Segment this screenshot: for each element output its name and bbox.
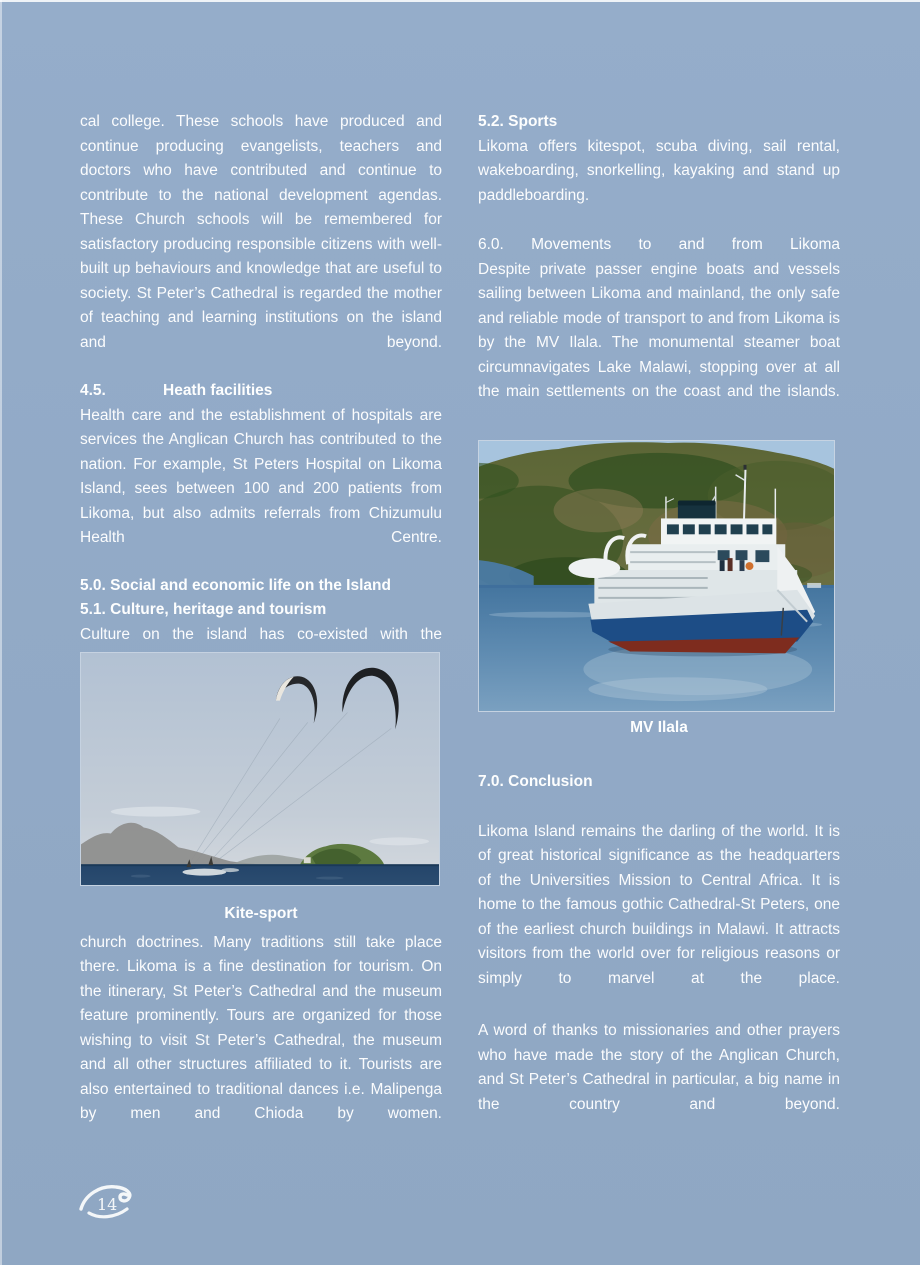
heading-5-2-sports: 5.2. Sports (478, 113, 558, 130)
heading-4-5-number: 4.5. (80, 382, 106, 399)
mv-ilala-photo-caption: MV Ilala (630, 718, 688, 736)
right-column (478, 110, 840, 1127)
kite-sport-photo (80, 652, 442, 886)
mv-ilala-photo-graphic (478, 440, 835, 712)
paragraph-movements: Despite private passer engine boats and vessels sailing between Likoma and mainland, the only safe and reliable mode of transport to and from Likoma is by the MV Ilala. The monumental steamer boat circumnavigates Lake Malawi, stopping over at all the main settlements on the coast and the islands. (478, 260, 840, 400)
paragraph-conclusion-1: Likoma Island remains the darling of the world. It is of great historical significance as the headquarters of the Universities Mission to Central Africa. It is home to the famous gothic Cathedral-St Peters, one of the earliest church buildings in Malawi. It attracts visitors from the world over for religious reasons or simply to marvel at the place. (478, 822, 840, 987)
page-left-edge-highlight (0, 0, 2, 1265)
heading-5-0-social-economic: 5.0. Social and economic life on the Island (80, 576, 391, 594)
page-number-eye-logo (76, 1180, 142, 1226)
mv-ilala-photo (478, 440, 840, 712)
paragraph-education: cal college. These schools have produced and continue producing evangelists, teachers and doctors who have contributed and continue to contribute to the national development agendas. These Church schools will be remembered for satisfactory producing responsible citizens with well-built up behaviours and knowledge that are useful to society. St Peter’s Cathedral is regarded the mother of teaching and learning institutions on the island and beyond. (80, 113, 442, 351)
two-column-layout (80, 110, 840, 1127)
kite-sport-photo-graphic (80, 652, 440, 886)
heading-4-5-heath-facilities (80, 379, 442, 404)
eye-swoosh-icon (76, 1180, 142, 1226)
heading-4-5-label: Heath facilities (163, 382, 273, 399)
page-top-edge-highlight (0, 0, 920, 2)
heading-6-0-movements: 6.0. Movements to and from Likoma (478, 236, 840, 253)
paragraph-culture-intro: Culture on the island has co-existed with the (80, 625, 442, 643)
kite-photo-caption: Kite-sport (224, 905, 298, 922)
heading-5-1-culture-heritage-tourism: 5.1. Culture, heritage and tourism (80, 601, 327, 618)
paragraph-conclusion-2: A word of thanks to missionaries and other prayers who have made the story of the Anglican Church, and St Peter’s Cathedral in particular, a big name in the country and beyond. (478, 1022, 840, 1113)
paragraph-sports: Likoma offers kitespot, scuba diving, sail rental, wakeboarding, snorkelling, kayaking and stand up paddleboarding. (478, 137, 840, 204)
heading-7-0-conclusion: 7.0. Conclusion (478, 773, 593, 790)
left-column (80, 110, 442, 1127)
paragraph-culture-continued: church doctrines. Many traditions still take place there. Likoma is a fine destination for tourism. On the itinerary, St Peter’s Cathedral and the museum feature prominently. Tours are organized for those wishing to visit St Peter’s Cathedral, the museum and all other structures affiliated to it. Tourists are also entertained to traditional dances i.e. Malipenga by men and Chioda by women. (80, 933, 442, 1122)
paragraph-health: Health care and the establishment of hospitals are services the Anglican Church has contributed to the nation. For example, St Peters Hospital on Likoma Island, sees between 100 and 200 patients from Likoma, but also admits referrals from Chizumulu Health Centre. (80, 406, 442, 546)
page-number: 14 (97, 1195, 118, 1214)
